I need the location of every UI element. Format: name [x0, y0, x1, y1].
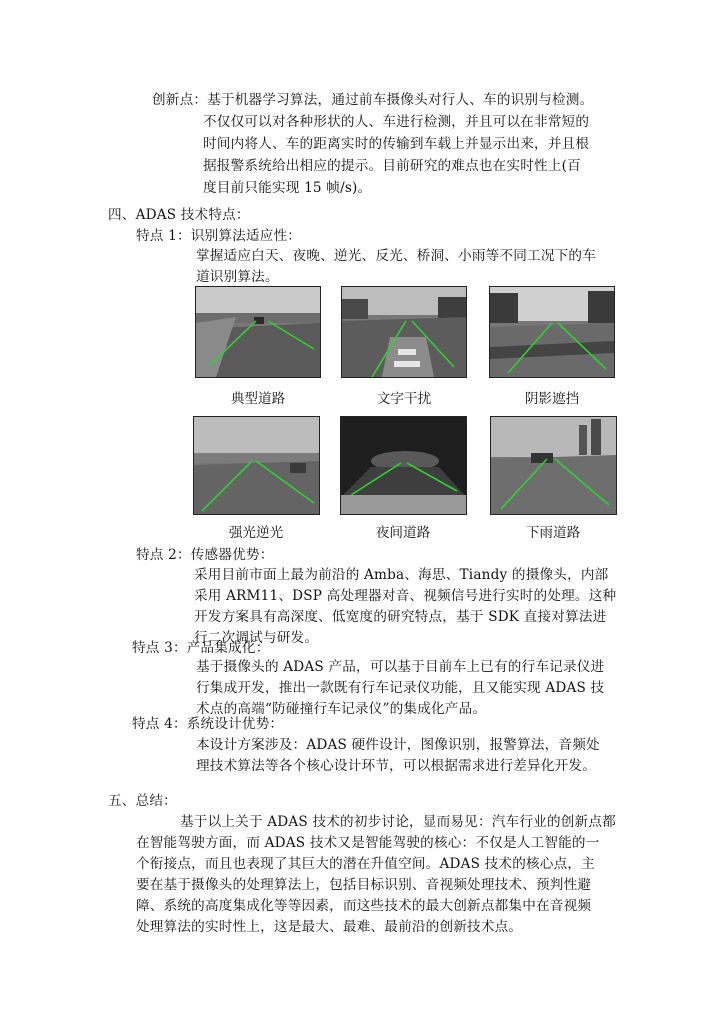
innovation-line-3: 时间内将人、车的距离实时的传输到车载上并显示出来，并且根 [203, 136, 590, 152]
caption-rain-road: 下雨道路 [525, 525, 581, 541]
innovation-line-5: 度目前只能实现 15 帧/s)。 [203, 180, 372, 196]
innovation-line-1: 创新点：基于机器学习算法，通过前车摄像头对行人、车的识别与检测。 [152, 92, 594, 108]
innovation-line-2: 不仅仅可以对各种形状的人、车进行检测，并且可以在非常短的 [203, 114, 590, 130]
feature3-line-2: 行集成开发，推出一款既有行车记录仪功能，且又能实现 ADAS 技 [196, 680, 605, 696]
feature3-line-3: 术点的高端“防碰撞行车记录仪”的集成化产品。 [196, 701, 487, 717]
caption-typical-road: 典型道路 [230, 391, 286, 407]
feature2-line-4: 行二次调试与研发。 [194, 630, 319, 646]
summary-line-6: 处理算法的实时性上，这是最大、最难、最前沿的创新技术点。 [136, 919, 523, 935]
feature3-line-1: 基于摄像头的 ADAS 产品，可以基于目前车上已有的行车记录仪进 [196, 659, 605, 675]
road-image-backlight [193, 416, 320, 515]
feature4-line-2: 理技术算法等各个核心设计环节，可以根据需求进行差异化开发。 [196, 758, 597, 774]
summary-line-4: 要在基于摄像头的处理算法上，包括目标识别、音视频处理技术、预判性避 [136, 877, 592, 893]
summary-line-2: 在智能驾驶方面，而 ADAS 技术又是智能驾驶的核心：不仅是人工智能的一 [136, 835, 600, 851]
feature2-title: 特点 2：传感器优势： [136, 547, 274, 563]
caption-night-road: 夜间道路 [375, 525, 431, 541]
road-image-typical [195, 286, 321, 378]
section5-heading: 五、总结： [108, 793, 177, 809]
road-image-shadow-occlusion [489, 286, 615, 378]
feature2-line-3: 开发方案具有高深度、低宽度的研究特点，基于 SDK 直接对算法进 [194, 609, 607, 625]
feature2-line-1: 采用目前市面上最为前沿的 Amba、海思、Tiandy 的摄像头，内部 [194, 567, 609, 583]
caption-shadow-occlusion: 阴影遮挡 [524, 391, 580, 407]
feature1-title: 特点 1：识别算法适应性： [136, 228, 302, 244]
road-image-night [340, 416, 467, 515]
section4-heading: 四、ADAS 技术特点： [108, 207, 250, 223]
innovation-line-4: 据报警系统给出相应的提示。目前研究的难点也在实时性上(百 [203, 158, 581, 174]
road-image-text-interference [341, 286, 467, 378]
feature4-title: 特点 4：系统设计优势： [132, 716, 284, 732]
feature1-line-1: 掌握适应白天、夜晚、逆光、反光、桥洞、小雨等不同工况下的车 [196, 248, 597, 264]
feature1-line-2: 道识别算法。 [196, 269, 279, 285]
feature3-title: 特点 3：产品集成化： [132, 640, 270, 656]
summary-line-1: 基于以上关于 ADAS 技术的初步讨论，显而易见：汽车行业的创新点都 [180, 814, 616, 830]
summary-line-5: 障、系统的高度集成化等等因素，而这些技术的最大创新点都集中在音视频 [136, 898, 592, 914]
road-image-rain [490, 416, 617, 515]
caption-text-interference: 文字干扰 [376, 391, 432, 407]
caption-backlight: 强光逆光 [228, 525, 284, 541]
feature2-line-2: 采用 ARM11、DSP 高处理器对音、视频信号进行实时的处理。这种 [194, 588, 617, 604]
feature4-line-1: 本设计方案涉及：ADAS 硬件设计，图像识别，报警算法，音频处 [196, 737, 600, 753]
summary-line-3: 个衔接点，而且也表现了其巨大的潜在升值空间。ADAS 技术的核心点，主 [136, 856, 595, 872]
